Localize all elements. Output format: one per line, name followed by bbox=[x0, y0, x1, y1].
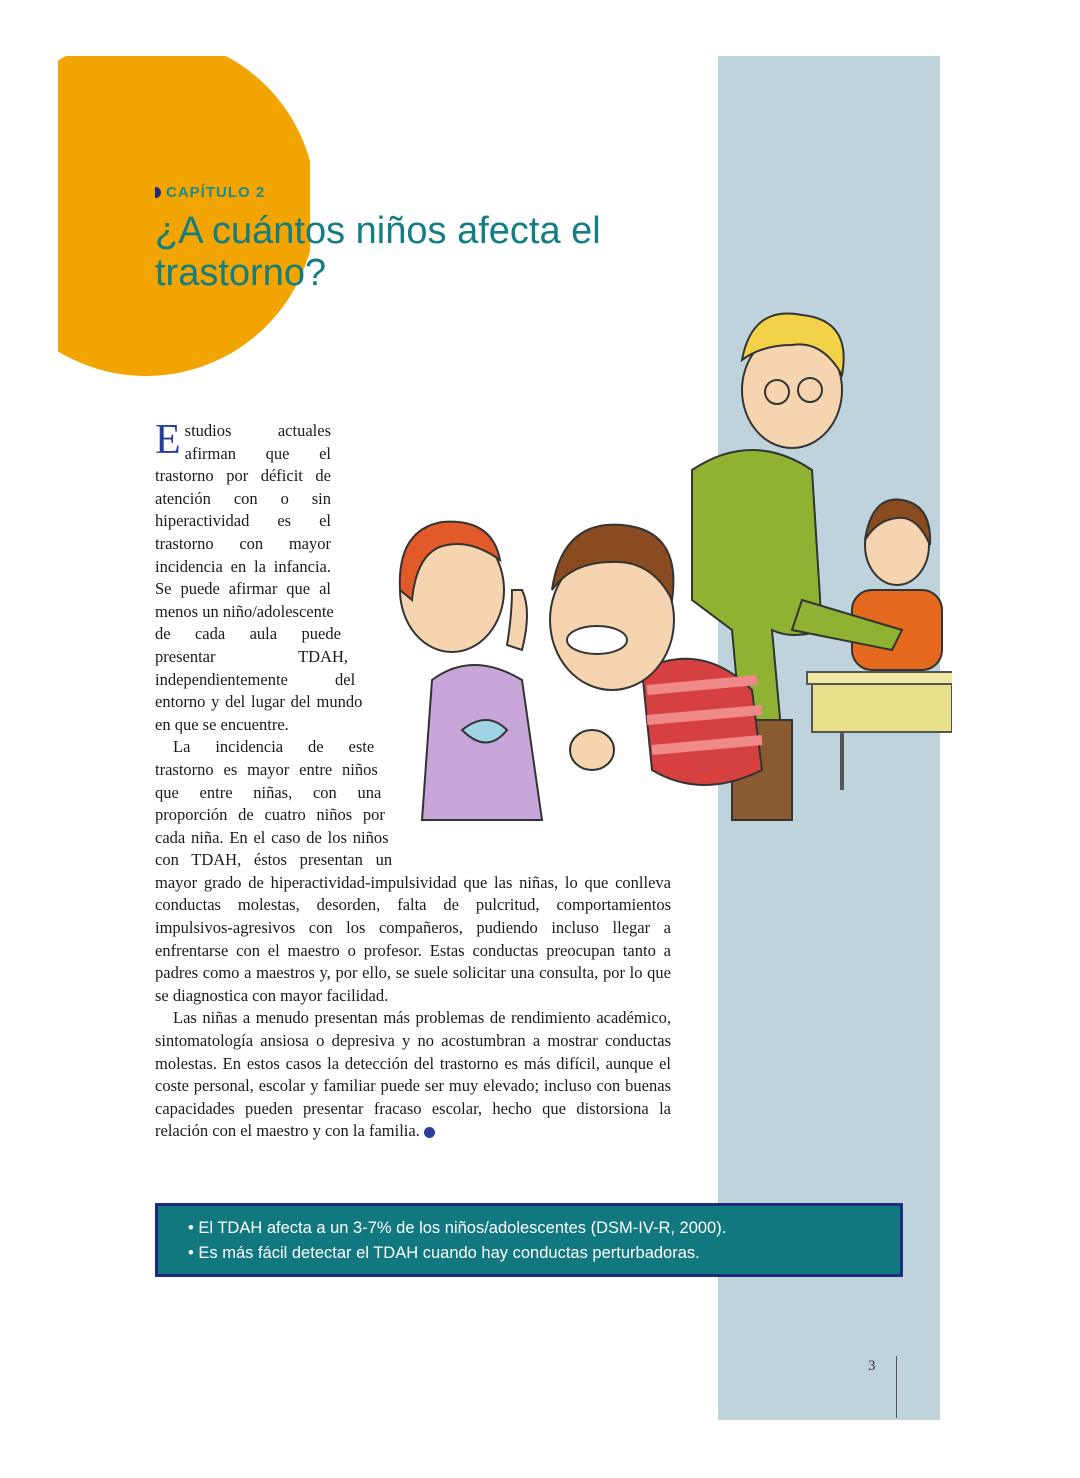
highlight-item: • Es más fácil detectar el TDAH cuando hay conductas perturbadoras. bbox=[188, 1244, 700, 1262]
page-number: 3 bbox=[868, 1358, 876, 1374]
chapter-label: CAPÍTULO 2 bbox=[155, 184, 265, 201]
paragraph-1: Estudios actuales afirman que el trastorno por déficit de atención con o sin hiperactividad es el trastorno con mayor incidencia en la infancia. Se puede afirmar que al menos un niño/adolescente de cada aula puede presentar TDAH, independientemente del entorno y del lugar del mundo en que se encuentre. bbox=[155, 417, 363, 734]
highlight-item: • El TDAH afecta a un 3-7% de los niños/adolescentes (DSM-IV-R, 2000). bbox=[188, 1219, 727, 1237]
paragraph-2: La incidencia de este trastorno es mayor entre niños que entre niñas, con una proporción de cuatro niños por cada niña. En el caso de los niños con TDAH, éstos presentan un mayor grado de hiperactividad-impulsividad que las niñas, lo que conlleva conductas molestas, desorden, falta de pulcritud, comportamientos impulsivos-agresivos con los compañeros, pudiendo incluso llegar a enfrentarse con el maestro o profesor. Estas conductas preocupan tanto a padres como a maestros y, por ello, se suele solicitar una consulta, por lo que se diagnostica con mayor facilidad. bbox=[155, 737, 671, 1005]
chapter-bullet-icon bbox=[155, 187, 161, 198]
end-mark-icon bbox=[424, 1127, 435, 1138]
chapter-title: ¿A cuántos niños afecta el trastorno? bbox=[155, 210, 601, 294]
body-text bbox=[155, 417, 671, 1143]
paragraph-3: Las niñas a menudo presentan más problemas de rendimiento académico, sintomatología ansiosa o depresiva y no acostumbran a mostrar conductas molestas. En estos casos la detección del trastorno es más difícil, aunque el coste personal, escolar y familiar puede ser muy elevado; incluso con buenas capacidades pueden presentar fracaso escolar, hecho que distorsiona la relación con el maestro y con la familia. bbox=[155, 1008, 671, 1141]
highlight-box bbox=[155, 1203, 903, 1277]
drop-cap: E bbox=[155, 417, 181, 463]
page-rule bbox=[896, 1356, 897, 1418]
